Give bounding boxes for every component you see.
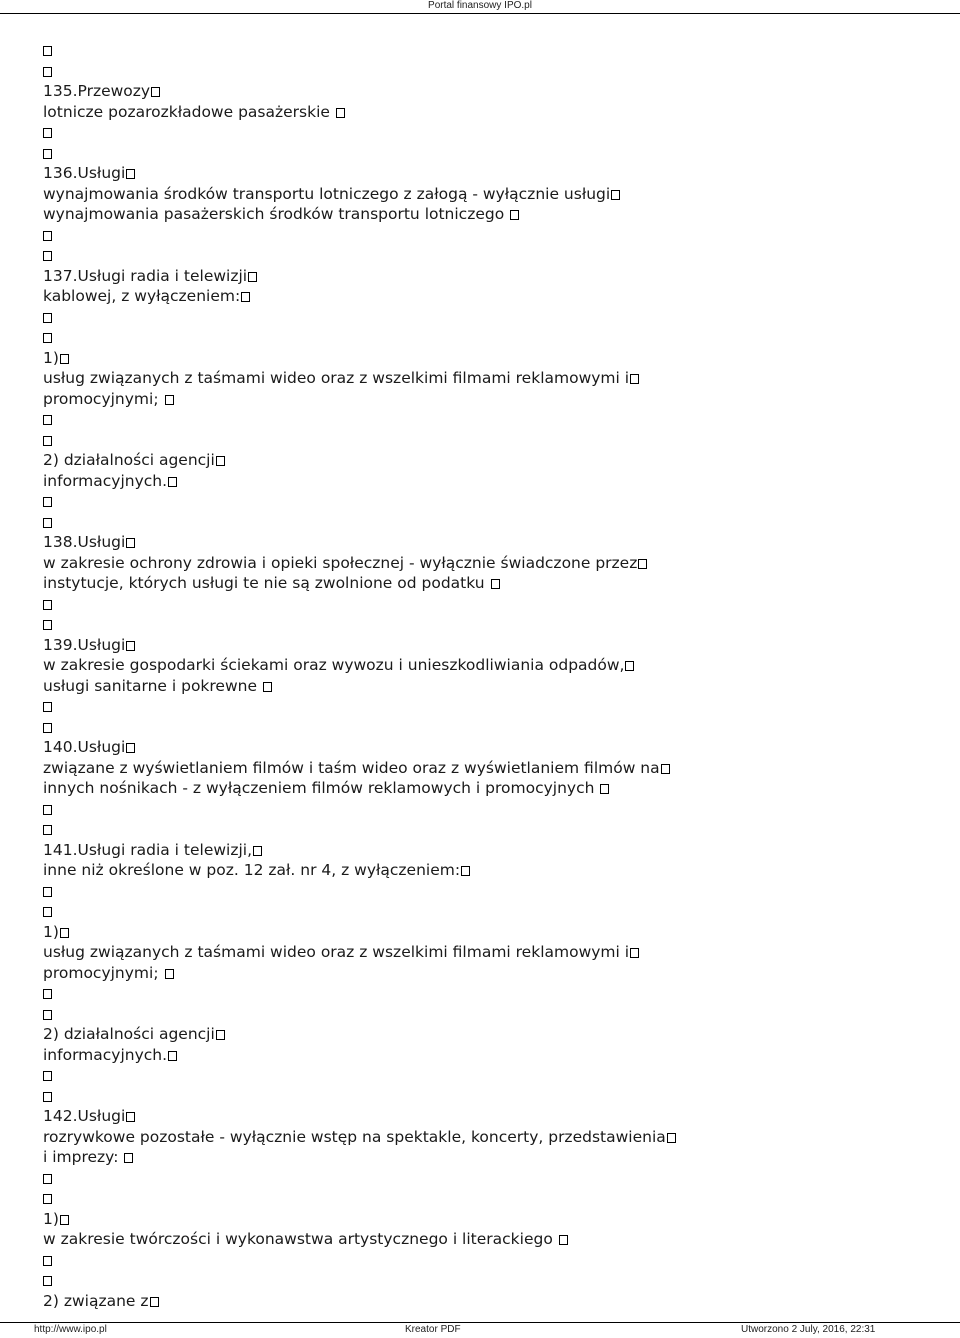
text-line xyxy=(43,1270,943,1291)
missing-glyph-box-icon xyxy=(43,1276,52,1286)
text-line xyxy=(43,389,943,410)
text-line xyxy=(43,491,943,512)
missing-glyph-box-icon xyxy=(253,846,262,856)
line-text: lotnicze pozarozkładowe pasażerskie xyxy=(43,102,335,121)
missing-glyph-box-icon xyxy=(165,969,174,979)
missing-glyph-box-icon xyxy=(150,1297,159,1307)
missing-glyph-box-icon xyxy=(126,743,135,753)
text-line xyxy=(43,143,943,164)
missing-glyph-box-icon xyxy=(630,948,639,958)
line-text: promocyjnymi; xyxy=(43,389,164,408)
missing-glyph-box-icon xyxy=(611,190,620,200)
missing-glyph-box-icon xyxy=(43,67,52,77)
missing-glyph-box-icon xyxy=(126,538,135,548)
missing-glyph-box-icon xyxy=(43,1071,52,1081)
missing-glyph-box-icon xyxy=(43,907,52,917)
text-line xyxy=(43,245,943,266)
text-line xyxy=(43,532,943,553)
line-text: wynajmowania pasażerskich środków transportu lotniczego xyxy=(43,205,510,223)
text-line xyxy=(43,1106,943,1127)
text-line xyxy=(43,1188,943,1209)
text-line xyxy=(43,307,943,328)
line-text: 142.Usługi xyxy=(43,1107,126,1125)
line-text: 137.Usługi radia i telewizji xyxy=(43,266,248,285)
text-line xyxy=(43,799,943,820)
missing-glyph-box-icon xyxy=(43,415,52,425)
text-line xyxy=(43,102,943,123)
missing-glyph-box-icon xyxy=(43,1174,52,1184)
text-line xyxy=(43,840,943,861)
text-line xyxy=(43,1045,943,1066)
text-line xyxy=(43,573,943,594)
text-line xyxy=(43,676,943,697)
line-text: wynajmowania środków transportu lotniczego z załogą - wyłącznie usługi xyxy=(43,184,611,203)
missing-glyph-box-icon xyxy=(60,1215,69,1225)
text-line xyxy=(43,1127,943,1148)
line-text: 135.Przewozy xyxy=(43,82,151,100)
text-line xyxy=(43,1086,943,1107)
missing-glyph-box-icon xyxy=(43,149,52,159)
text-line xyxy=(43,881,943,902)
missing-glyph-box-icon xyxy=(151,87,160,97)
missing-glyph-box-icon xyxy=(667,1133,676,1143)
text-line xyxy=(43,819,943,840)
missing-glyph-box-icon xyxy=(600,784,609,794)
line-text: 141.Usługi radia i telewizji, xyxy=(43,840,253,859)
footer-divider xyxy=(0,1322,960,1323)
missing-glyph-box-icon xyxy=(630,374,639,384)
missing-glyph-box-icon xyxy=(559,1235,568,1245)
missing-glyph-box-icon xyxy=(43,251,52,261)
text-line xyxy=(43,696,943,717)
text-line xyxy=(43,635,943,656)
missing-glyph-box-icon xyxy=(461,866,470,876)
missing-glyph-box-icon xyxy=(43,620,52,630)
text-line xyxy=(43,81,943,102)
line-text: inne niż określone w poz. 12 zał. nr 4, z wyłączeniem: xyxy=(43,861,461,879)
page-header xyxy=(0,0,960,14)
text-line xyxy=(43,348,943,369)
missing-glyph-box-icon xyxy=(241,292,250,302)
missing-glyph-box-icon xyxy=(43,887,52,897)
line-text: 1) xyxy=(43,1209,59,1228)
line-text: w zakresie twórczości i wykonawstwa artystycznego i literackiego xyxy=(43,1230,558,1248)
missing-glyph-box-icon xyxy=(43,805,52,815)
line-text: 1) xyxy=(43,922,59,941)
missing-glyph-box-icon xyxy=(625,661,634,671)
text-line xyxy=(43,40,943,61)
text-line xyxy=(43,286,943,307)
text-line xyxy=(43,1168,943,1189)
missing-glyph-box-icon xyxy=(126,1112,135,1122)
text-line xyxy=(43,922,943,943)
text-line xyxy=(43,1250,943,1271)
text-line xyxy=(43,1229,943,1250)
missing-glyph-box-icon xyxy=(43,313,52,323)
line-text: informacyjnych. xyxy=(43,471,168,490)
text-line xyxy=(43,901,943,922)
missing-glyph-box-icon xyxy=(43,1194,52,1204)
line-text: 2) działalności agencji xyxy=(43,1025,215,1043)
text-line xyxy=(43,1209,943,1230)
line-text: 140.Usługi xyxy=(43,738,126,756)
text-line xyxy=(43,860,943,881)
text-line xyxy=(43,983,943,1004)
missing-glyph-box-icon xyxy=(43,723,52,733)
text-line xyxy=(43,184,943,205)
text-line xyxy=(43,655,943,676)
footer-url-link[interactable]: http://www.ipo.pl xyxy=(34,1324,107,1335)
missing-glyph-box-icon xyxy=(263,682,272,692)
missing-glyph-box-icon xyxy=(43,600,52,610)
header-title: Portal finansowy IPO.pl xyxy=(428,0,532,11)
missing-glyph-box-icon xyxy=(124,1153,133,1163)
line-text: w zakresie ochrony zdrowia i opieki społecznej - wyłącznie świadczone przez xyxy=(43,553,638,572)
document-body xyxy=(43,40,943,1311)
text-line xyxy=(43,450,943,471)
missing-glyph-box-icon xyxy=(43,702,52,712)
footer-generator: Kreator PDF xyxy=(405,1324,461,1335)
missing-glyph-box-icon xyxy=(43,1092,52,1102)
missing-glyph-box-icon xyxy=(661,764,670,774)
text-line xyxy=(43,225,943,246)
text-line xyxy=(43,368,943,389)
missing-glyph-box-icon xyxy=(216,1030,225,1040)
missing-glyph-box-icon xyxy=(126,169,135,179)
text-line xyxy=(43,1147,943,1168)
text-line xyxy=(43,471,943,492)
missing-glyph-box-icon xyxy=(43,989,52,999)
text-line xyxy=(43,614,943,635)
line-text: rozrywkowe pozostałe - wyłącznie wstęp na spektakle, koncerty, przedstawienia xyxy=(43,1127,666,1146)
text-line xyxy=(43,61,943,82)
missing-glyph-box-icon xyxy=(43,333,52,343)
page-footer xyxy=(0,1322,960,1338)
line-text: informacyjnych. xyxy=(43,1045,168,1064)
missing-glyph-box-icon xyxy=(43,436,52,446)
text-line xyxy=(43,266,943,287)
missing-glyph-box-icon xyxy=(43,497,52,507)
line-text: 138.Usługi xyxy=(43,533,126,551)
line-text: 139.Usługi xyxy=(43,635,126,654)
line-text: usługi sanitarne i pokrewne xyxy=(43,676,262,695)
missing-glyph-box-icon xyxy=(43,518,52,528)
text-line xyxy=(43,512,943,533)
text-line xyxy=(43,327,943,348)
missing-glyph-box-icon xyxy=(491,579,500,589)
missing-glyph-box-icon xyxy=(126,641,135,651)
text-line xyxy=(43,1291,943,1312)
text-line xyxy=(43,1024,943,1045)
line-text: promocyjnymi; xyxy=(43,963,164,982)
text-line xyxy=(43,963,943,984)
line-text: i imprezy: xyxy=(43,1148,124,1166)
text-line xyxy=(43,409,943,430)
missing-glyph-box-icon xyxy=(43,231,52,241)
footer-created-date: Utworzono 2 July, 2016, 22:31 xyxy=(741,1324,876,1335)
line-text: kablowej, z wyłączeniem: xyxy=(43,287,241,305)
line-text: związane z wyświetlaniem filmów i taśm wideo oraz z wyświetlaniem filmów na xyxy=(43,758,660,777)
missing-glyph-box-icon xyxy=(216,456,225,466)
missing-glyph-box-icon xyxy=(43,1256,52,1266)
text-line xyxy=(43,430,943,451)
text-line xyxy=(43,942,943,963)
missing-glyph-box-icon xyxy=(43,825,52,835)
line-text: 2) związane z xyxy=(43,1291,149,1310)
missing-glyph-box-icon xyxy=(510,210,519,220)
line-text: 2) działalności agencji xyxy=(43,451,215,469)
text-line xyxy=(43,778,943,799)
text-line xyxy=(43,163,943,184)
line-text: instytucje, których usługi te nie są zwolnione od podatku xyxy=(43,574,490,592)
text-line xyxy=(43,594,943,615)
text-line xyxy=(43,553,943,574)
line-text: 136.Usługi xyxy=(43,164,126,182)
text-line xyxy=(43,204,943,225)
line-text: innych nośnikach - z wyłączeniem filmów reklamowych i promocyjnych xyxy=(43,779,600,797)
line-text: usług związanych z taśmami wideo oraz z wszelkimi filmami reklamowymi i xyxy=(43,943,630,961)
line-text: w zakresie gospodarki ściekami oraz wywozu i unieszkodliwiania odpadów, xyxy=(43,656,625,674)
missing-glyph-box-icon xyxy=(43,1010,52,1020)
text-line xyxy=(43,717,943,738)
missing-glyph-box-icon xyxy=(248,272,257,282)
missing-glyph-box-icon xyxy=(43,128,52,138)
header-divider xyxy=(0,13,960,14)
text-line xyxy=(43,758,943,779)
missing-glyph-box-icon xyxy=(60,928,69,938)
line-text: usług związanych z taśmami wideo oraz z wszelkimi filmami reklamowymi i xyxy=(43,369,630,387)
text-line xyxy=(43,1065,943,1086)
text-line xyxy=(43,1004,943,1025)
missing-glyph-box-icon xyxy=(165,395,174,405)
missing-glyph-box-icon xyxy=(168,477,177,487)
text-line xyxy=(43,737,943,758)
missing-glyph-box-icon xyxy=(60,354,69,364)
missing-glyph-box-icon xyxy=(638,559,647,569)
missing-glyph-box-icon xyxy=(43,46,52,56)
text-line xyxy=(43,122,943,143)
missing-glyph-box-icon xyxy=(168,1051,177,1061)
missing-glyph-box-icon xyxy=(336,108,345,118)
line-text: 1) xyxy=(43,348,59,367)
